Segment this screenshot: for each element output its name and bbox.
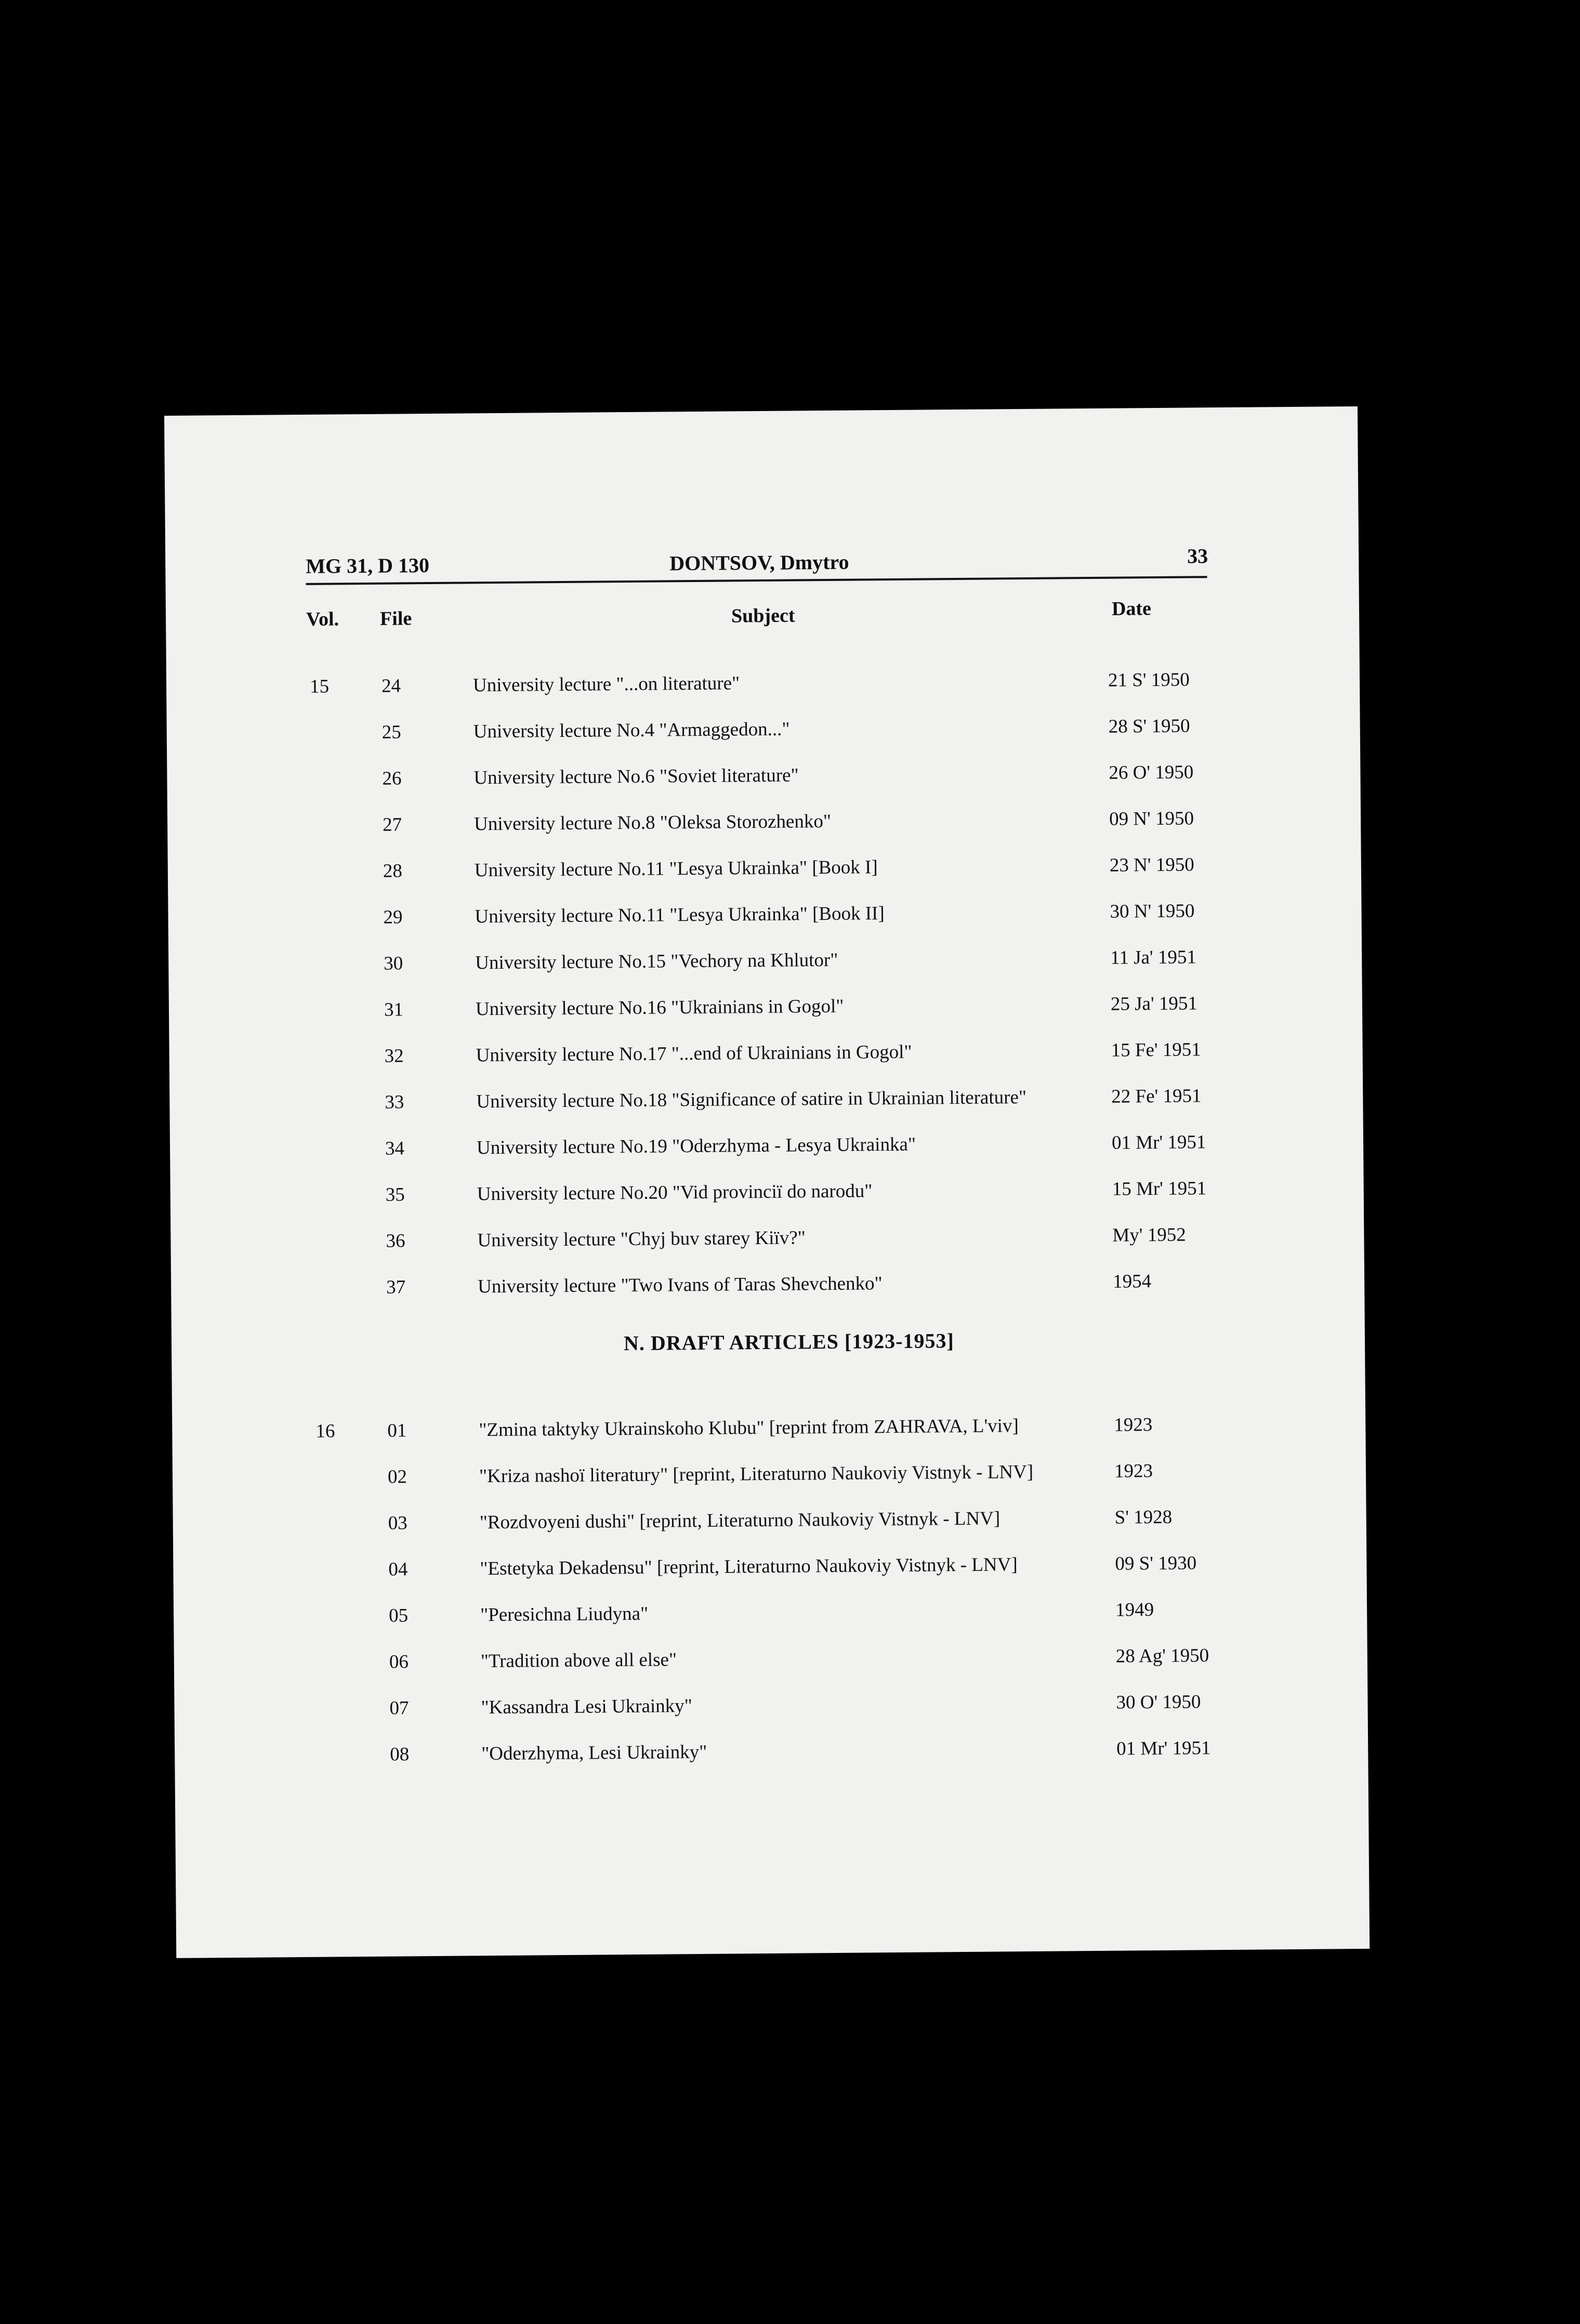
cell-date: 1954 — [1112, 1271, 1152, 1292]
document-page — [164, 406, 1370, 1958]
cell-file: 07 — [389, 1697, 409, 1719]
table-row — [173, 1551, 1366, 1591]
cell-subject: "Tradition above all else" — [480, 1649, 677, 1672]
cell-subject: University lecture No.4 "Armaggedon..." — [473, 718, 790, 743]
cell-file: 02 — [387, 1466, 407, 1488]
cell-vol: 16 — [315, 1420, 335, 1442]
cell-file: 24 — [381, 675, 401, 697]
cell-file: 03 — [388, 1512, 407, 1534]
column-header-date: Date — [1111, 598, 1152, 620]
cell-date: S' 1928 — [1114, 1506, 1173, 1528]
cell-file: 26 — [382, 768, 402, 789]
cell-subject: "Zmina taktyky Ukrainskoho Klubu" [reprint from ZAHRAVA, L'viv] — [479, 1415, 1019, 1441]
cell-date: 30 O' 1950 — [1116, 1691, 1201, 1713]
cell-file: 06 — [389, 1651, 409, 1673]
cell-subject: University lecture "Chyj buv starey Kiïv?" — [477, 1227, 806, 1251]
cell-subject: University lecture "...on literature" — [472, 672, 740, 696]
header-rule — [306, 576, 1207, 585]
cell-subject: University lecture No.15 "Vechory na Khlutor" — [475, 949, 838, 974]
cell-file: 37 — [386, 1276, 406, 1298]
cell-subject: University lecture No.19 "Oderzhyma - Lesya Ukrainka" — [476, 1133, 916, 1159]
cell-file: 25 — [381, 721, 401, 743]
cell-subject: "Rozdvoyeni dushi" [reprint, Literaturno Naukoviy Vistnyk - LNV] — [479, 1508, 1000, 1534]
table-row — [173, 1504, 1366, 1545]
collection-reference: MG 31, D 130 — [306, 553, 430, 578]
column-header-subject: Subject — [731, 604, 795, 627]
cell-file: 01 — [387, 1420, 407, 1442]
table-row — [174, 1597, 1367, 1638]
table-row — [171, 1269, 1364, 1309]
cell-date: 28 Ag' 1950 — [1115, 1645, 1209, 1667]
table-row — [172, 1412, 1365, 1452]
page-number: 33 — [1187, 544, 1208, 568]
cell-date: My' 1952 — [1112, 1224, 1186, 1246]
cell-vol: 15 — [309, 676, 330, 697]
table-row — [174, 1689, 1367, 1730]
cell-date: 1923 — [1114, 1460, 1153, 1482]
cell-date: 26 O' 1950 — [1109, 761, 1194, 784]
cell-date: 1923 — [1114, 1414, 1153, 1436]
cell-file: 31 — [384, 999, 404, 1021]
column-header-file: File — [379, 608, 412, 630]
cell-file: 05 — [388, 1605, 409, 1627]
cell-subject: "Kriza nashoï literatury" [reprint, Literaturno Naukoviy Vistnyk - LNV] — [479, 1461, 1034, 1487]
cell-subject: University lecture No.16 "Ukrainians in Gogol" — [475, 995, 844, 1020]
cell-file: 36 — [386, 1230, 405, 1252]
cell-date: 30 N' 1950 — [1110, 900, 1195, 922]
cell-file: 29 — [383, 906, 403, 928]
table-row — [170, 1176, 1364, 1217]
table-row — [169, 1084, 1363, 1124]
cell-subject: University lecture No.18 "Significance of satire in Ukrainian literature" — [476, 1087, 1027, 1113]
cell-subject: University lecture No.6 "Soviet literature" — [473, 764, 799, 789]
cell-date: 11 Ja' 1951 — [1110, 946, 1197, 969]
table-row — [167, 714, 1360, 754]
cell-file: 35 — [385, 1184, 405, 1206]
cell-date: 25 Ja' 1951 — [1110, 993, 1198, 1015]
document-title: DONTSOV, Dmytro — [669, 550, 849, 575]
cell-file: 28 — [383, 860, 403, 882]
cell-subject: University lecture No.11 "Lesya Ukrainka" [Book I] — [474, 856, 878, 881]
cell-date: 23 N' 1950 — [1109, 854, 1194, 876]
cell-subject: "Peresichna Liudyna" — [480, 1603, 649, 1626]
table-row — [168, 945, 1362, 985]
cell-file: 04 — [388, 1559, 408, 1580]
section-title: N. DRAFT ARTICLES [1923-1953] — [623, 1329, 954, 1355]
table-row — [167, 806, 1361, 847]
table-row — [167, 760, 1360, 800]
cell-subject: University lecture "Two Ivans of Taras Shevchenko" — [478, 1273, 883, 1298]
table-row — [168, 899, 1361, 939]
cell-date: 09 S' 1930 — [1115, 1552, 1197, 1575]
table-row — [174, 1643, 1367, 1684]
table-row — [170, 1130, 1363, 1170]
cell-file: 08 — [390, 1744, 410, 1765]
cell-date: 15 Mr' 1951 — [1112, 1178, 1207, 1200]
table-row — [170, 1222, 1364, 1263]
cell-subject: University lecture No.11 "Lesya Ukrainka" [Book II] — [475, 903, 885, 928]
table-row — [169, 991, 1362, 1032]
cell-subject: "Estetyka Dekadensu" [reprint, Literaturno Naukoviy Vistnyk - LNV] — [480, 1554, 1018, 1580]
cell-subject: University lecture No.8 "Oleksa Storozhenko" — [474, 810, 832, 835]
cell-file: 32 — [384, 1045, 404, 1067]
cell-date: 01 Mr' 1951 — [1116, 1737, 1211, 1760]
cell-date: 21 S' 1950 — [1108, 669, 1190, 691]
cell-date: 28 S' 1950 — [1108, 715, 1190, 737]
column-header-vol: Vol. — [306, 608, 339, 630]
table-row — [175, 1736, 1368, 1776]
cell-subject: University lecture No.20 "Vid provinciï do narodu" — [477, 1180, 873, 1205]
cell-date: 15 Fe' 1951 — [1111, 1039, 1201, 1061]
cell-file: 27 — [383, 814, 402, 836]
table-row — [173, 1458, 1366, 1499]
cell-subject: University lecture No.17 "...end of Ukrainians in Gogol" — [476, 1041, 912, 1066]
cell-file: 33 — [385, 1091, 404, 1113]
table-row — [168, 852, 1361, 893]
cell-date: 09 N' 1950 — [1109, 808, 1194, 830]
cell-file: 34 — [385, 1138, 405, 1159]
cell-file: 30 — [384, 953, 403, 974]
cell-subject: "Kassandra Lesi Ukrainky" — [481, 1695, 692, 1719]
cell-date: 1949 — [1115, 1599, 1154, 1621]
table-row — [166, 667, 1360, 708]
cell-date: 01 Mr' 1951 — [1111, 1131, 1206, 1154]
table-row — [169, 1037, 1363, 1078]
cell-date: 22 Fe' 1951 — [1111, 1085, 1202, 1107]
cell-subject: "Oderzhyma, Lesi Ukrainky" — [481, 1741, 707, 1765]
